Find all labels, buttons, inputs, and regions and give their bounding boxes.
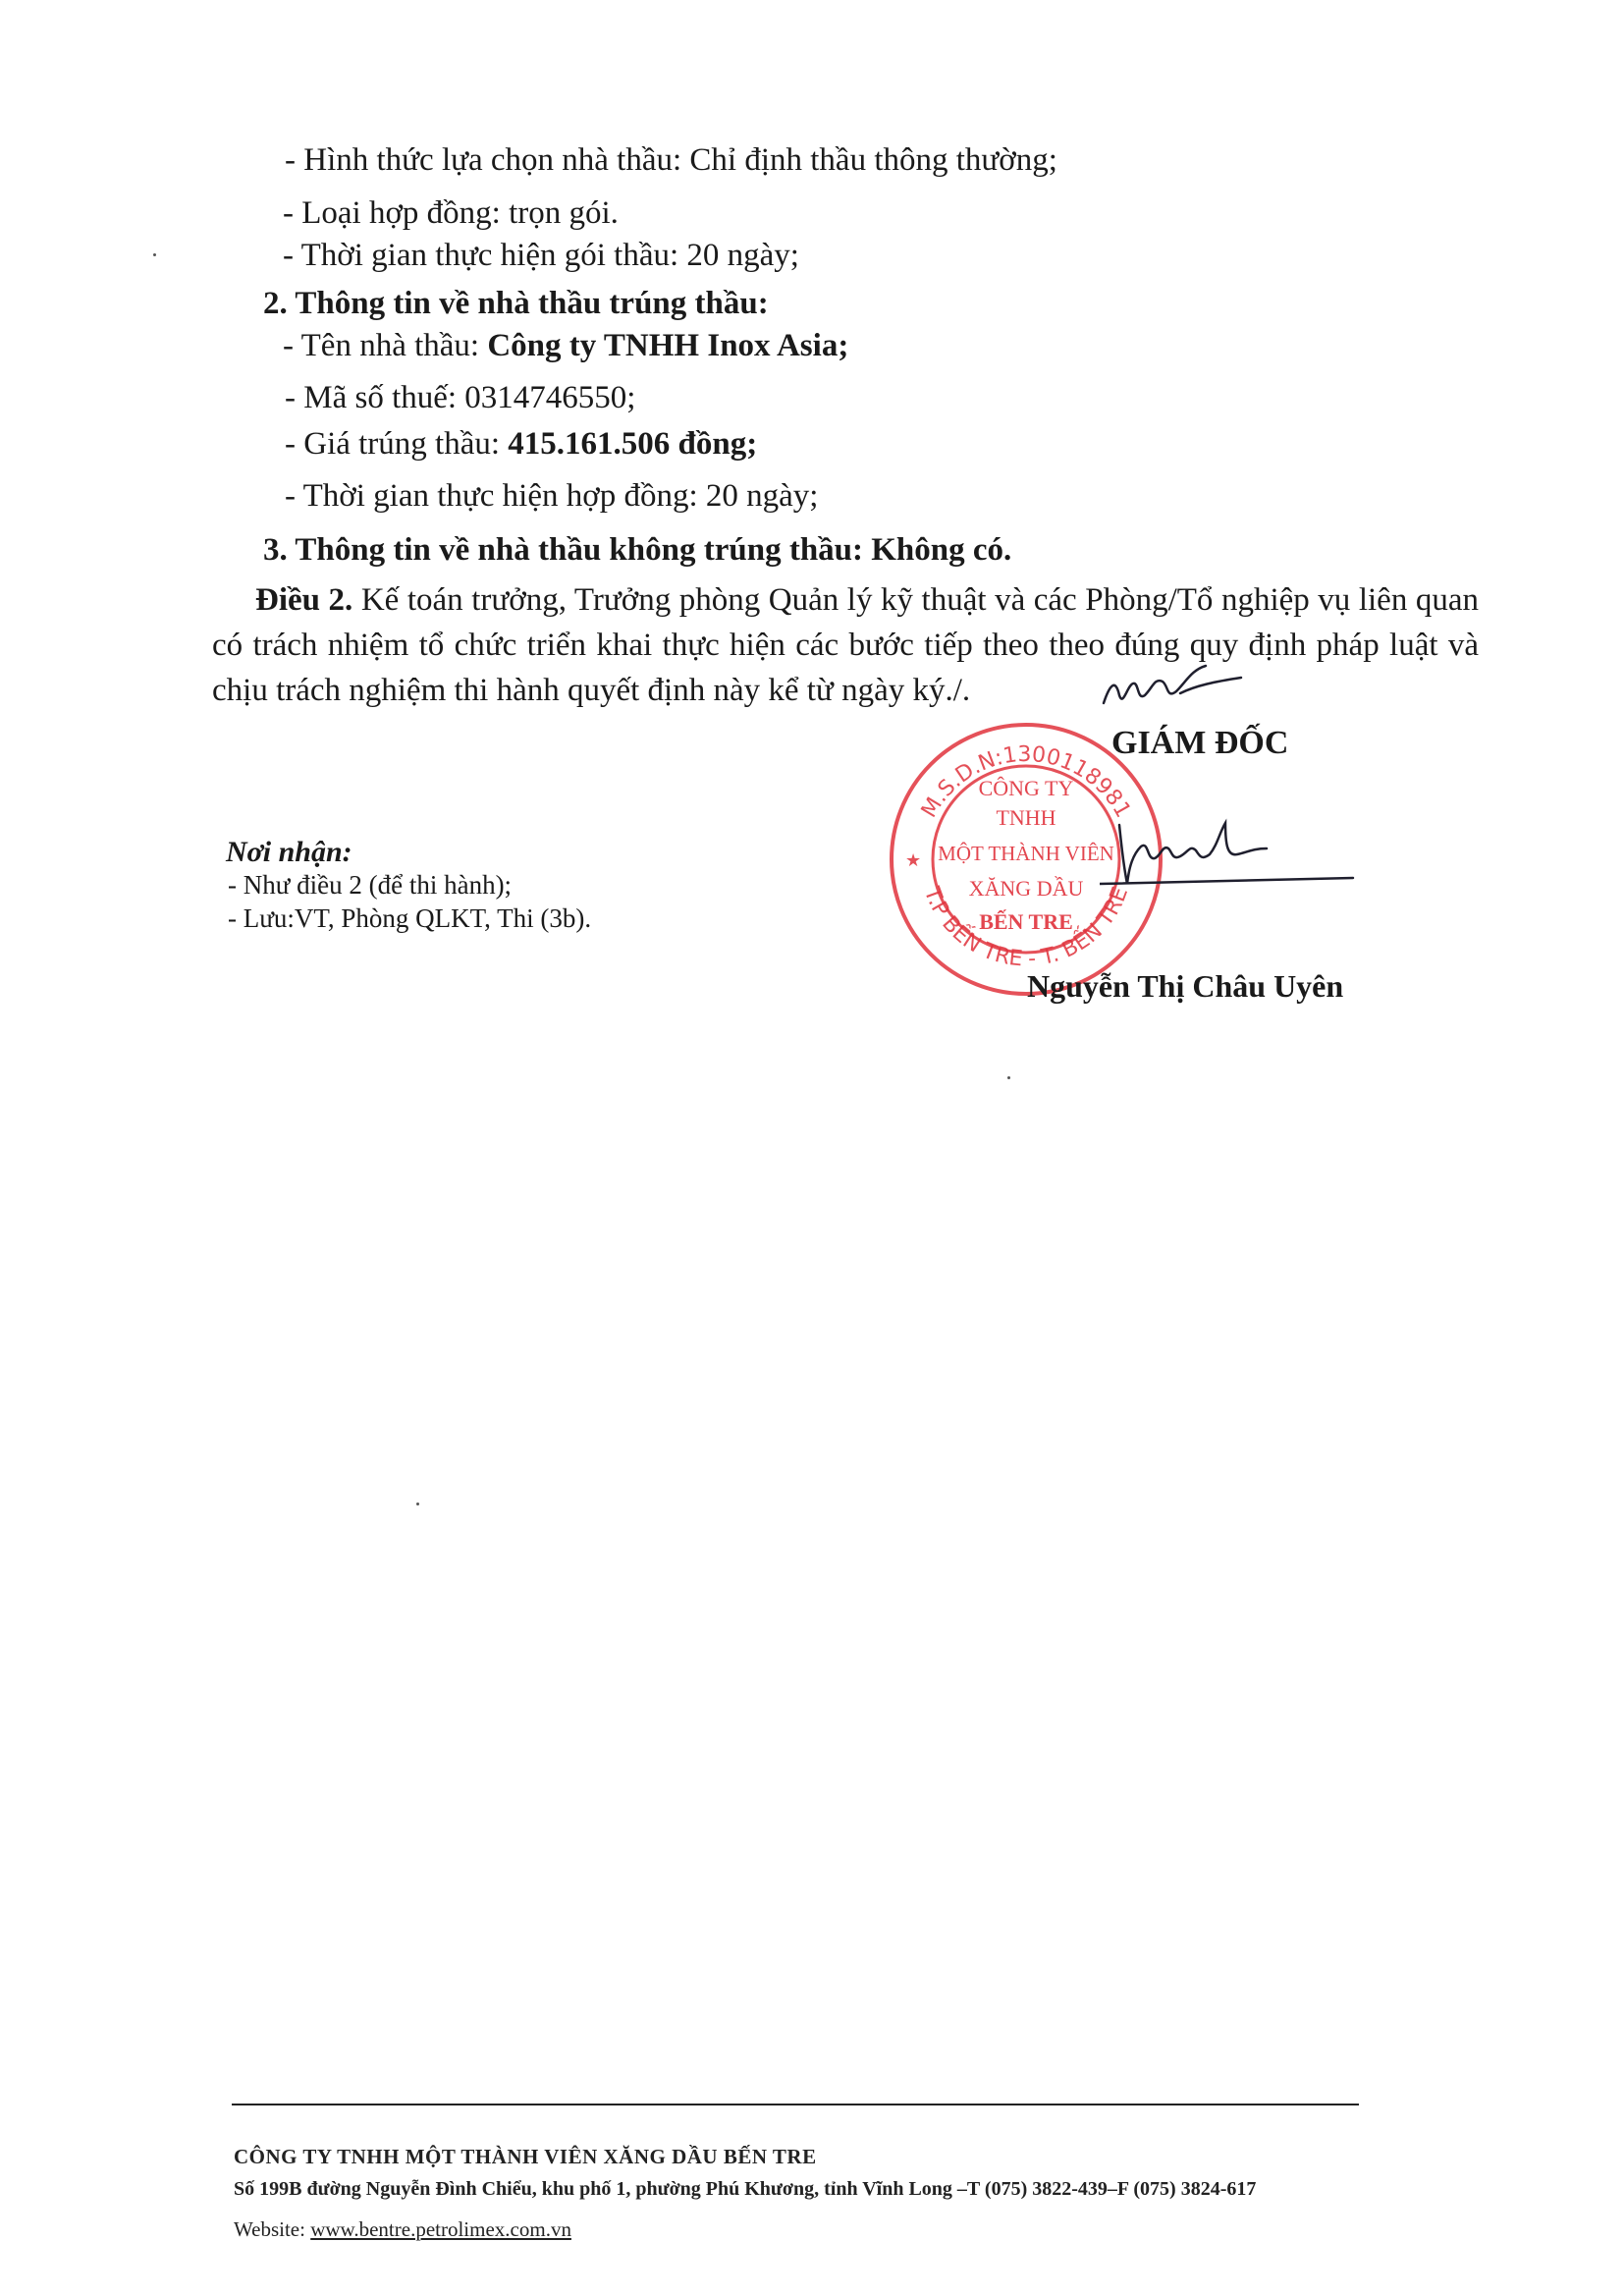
article-2-text: Kế toán trưởng, Trưởng phòng Quản lý kỹ thuật và các Phòng/Tổ nghiệp vụ liên quan có trách nhiệm tổ chức triển khai thực hiện các bước tiếp theo theo đúng quy định pháp luật và chịu trách nghiệm thi hành quyết định này kể từ ngày ký./. (212, 582, 1480, 708)
recipient-item-2: - Lưu:VT, Phòng QLKT, Thi (3b). (228, 903, 592, 933)
recipients-title: Nơi nhận: (226, 836, 352, 868)
contractor-name-line (283, 326, 848, 365)
contract-type-line: - Loại hợp đồng: trọn gói. (283, 195, 619, 231)
stamp-line-3: MỘT THÀNH VIÊN (938, 842, 1114, 865)
winning-price-value: 415.161.506 đồng; (508, 426, 758, 462)
winning-contractor-heading: 2. Thông tin về nhà thầu trúng thầu: (263, 286, 769, 321)
scan-speck (153, 253, 156, 256)
scan-speck (1007, 1076, 1010, 1079)
stamp-outer-top-text: M.S.D.N:1300118981 (916, 741, 1136, 823)
article-2-lead: Điều 2. (255, 582, 353, 618)
director-title: GIÁM ĐỐC (1111, 725, 1289, 761)
footer-company-name: CÔNG TY TNHH MỘT THÀNH VIÊN XĂNG DẦU BẾN TRE (234, 2145, 817, 2168)
contractor-name-value: Công ty TNHH Inox Asia; (487, 328, 849, 363)
contractor-name-label: - Tên nhà thầu: (283, 328, 488, 363)
stamp-line-5: BẾN TRE (979, 909, 1073, 934)
recipient-item-1: - Như điều 2 (để thi hành); (228, 870, 513, 900)
stamp-outer-bottom-text: T.P BẾN TRE - T. BẾN TRE (918, 884, 1134, 972)
stamp-line-1: CÔNG TY (978, 776, 1074, 800)
article-2-paragraph (212, 577, 1479, 713)
contract-duration-line: - Thời gian thực hiện hợp đồng: 20 ngày; (285, 478, 819, 514)
package-duration-line: - Thời gian thực hiện gói thầu: 20 ngày; (283, 238, 799, 273)
scan-speck (416, 1503, 419, 1505)
losing-contractor-heading: 3. Thông tin về nhà thầu không trúng thầu: Không có. (263, 532, 1012, 568)
winning-price-line (285, 424, 757, 464)
stamp-star-icon: ★ (905, 850, 922, 870)
footer-divider (232, 2104, 1359, 2105)
stamp-line-2: TNHH (996, 805, 1056, 830)
footer-website (234, 2217, 571, 2242)
stamp-line-4: XĂNG DẦU (968, 876, 1084, 901)
director-name: Nguyễn Thị Châu Uyên (1027, 968, 1344, 1004)
initial-signature (1098, 656, 1245, 715)
winning-price-label: - Giá trúng thầu: (285, 426, 509, 462)
director-signature (1100, 805, 1355, 913)
footer-address: Số 199B đường Nguyễn Đình Chiểu, khu phố 1, phường Phú Khương, tỉnh Vĩnh Long –T (075) 3822-439–F (075) 3824-617 (234, 2178, 1257, 2200)
selection-method-line: - Hình thức lựa chọn nhà thầu: Chỉ định thầu thông thường; (285, 142, 1057, 178)
footer-website-label: Website: (234, 2217, 311, 2241)
footer-website-link[interactable]: www.bentre.petrolimex.com.vn (310, 2217, 571, 2241)
tax-code-line: - Mã số thuế: 0314746550; (285, 380, 636, 415)
